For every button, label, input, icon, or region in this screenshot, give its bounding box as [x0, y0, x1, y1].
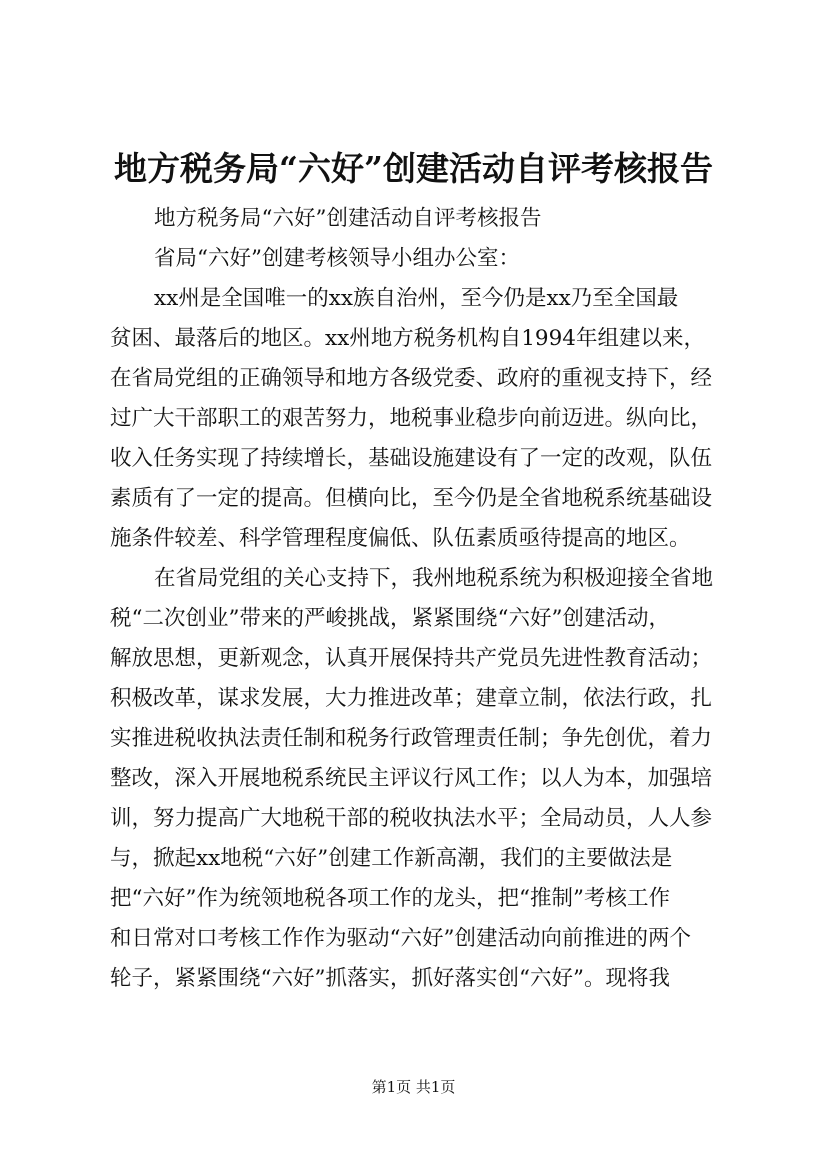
paragraph-line: 在省局党组的正确领导和地方各级党委、政府的重视支持下，经: [110, 366, 713, 391]
paragraph-line: 积极改革，谋求发展，大力推进改革；建章立制，依法行政，扎: [110, 686, 713, 711]
paragraph-line: 在省局党组的关心支持下，我州地税系统为积极迎接全省地: [154, 566, 714, 591]
paragraph-line: 训，努力提高广大地税干部的税收执法水平；全局动员，人人参: [110, 806, 713, 831]
paragraph-line: 和日常对口考核工作作为驱动“六好”创建活动向前推进的两个: [110, 926, 691, 951]
document-body: [110, 199, 740, 999]
paragraph-line: 解放思想，更新观念，认真开展保持共产党员先进性教育活动；: [110, 646, 713, 671]
paragraph-line: 与，掀起xx地税“六好”创建工作新高潮，我们的主要做法是: [110, 846, 673, 871]
paragraph-line: 收入任务实现了持续增长，基础设施建设有了一定的改观，队伍: [110, 446, 713, 471]
paragraph-line: 贫困、最落后的地区。xx州地方税务机构自1994年组建以来，: [110, 326, 705, 351]
subtitle-line: 地方税务局“六好”创建活动自评考核报告: [154, 206, 542, 231]
paragraph-line: 施条件较差、科学管理程度偏低、队伍素质亟待提高的地区。: [110, 526, 691, 551]
paragraph-line: 整改，深入开展地税系统民主评议行风工作；以人为本，加强培: [110, 766, 713, 791]
paragraph-line: 过广大干部职工的艰苦努力，地税事业稳步向前迈进。纵向比，: [110, 406, 713, 431]
paragraph-line: 轮子，紧紧围绕“六好”抓落实，抓好落实创“六好”。现将我: [110, 966, 670, 991]
paragraph-line: 素质有了一定的提高。但横向比，至今仍是全省地税系统基础设: [110, 486, 713, 511]
document-title: 地方税务局“六好”创建活动自评考核报告: [114, 149, 713, 188]
page-footer: 第1页 共1页: [371, 1078, 456, 1096]
paragraph-line: 实推进税收执法责任制和税务行政管理责任制；争先创优，着力: [110, 726, 713, 751]
paragraph-line: 税“二次创业”带来的严峻挑战，紧紧围绕“六好”创建活动，: [110, 606, 670, 631]
paragraph-line: 把“六好”作为统领地税各项工作的龙头，把“推制”考核工作: [110, 886, 670, 911]
salutation-line: 省局“六好”创建考核领导小组办公室：: [154, 246, 520, 271]
paragraph-line: xx州是全国唯一的xx族自治州，至今仍是xx乃至全国最: [154, 286, 679, 311]
